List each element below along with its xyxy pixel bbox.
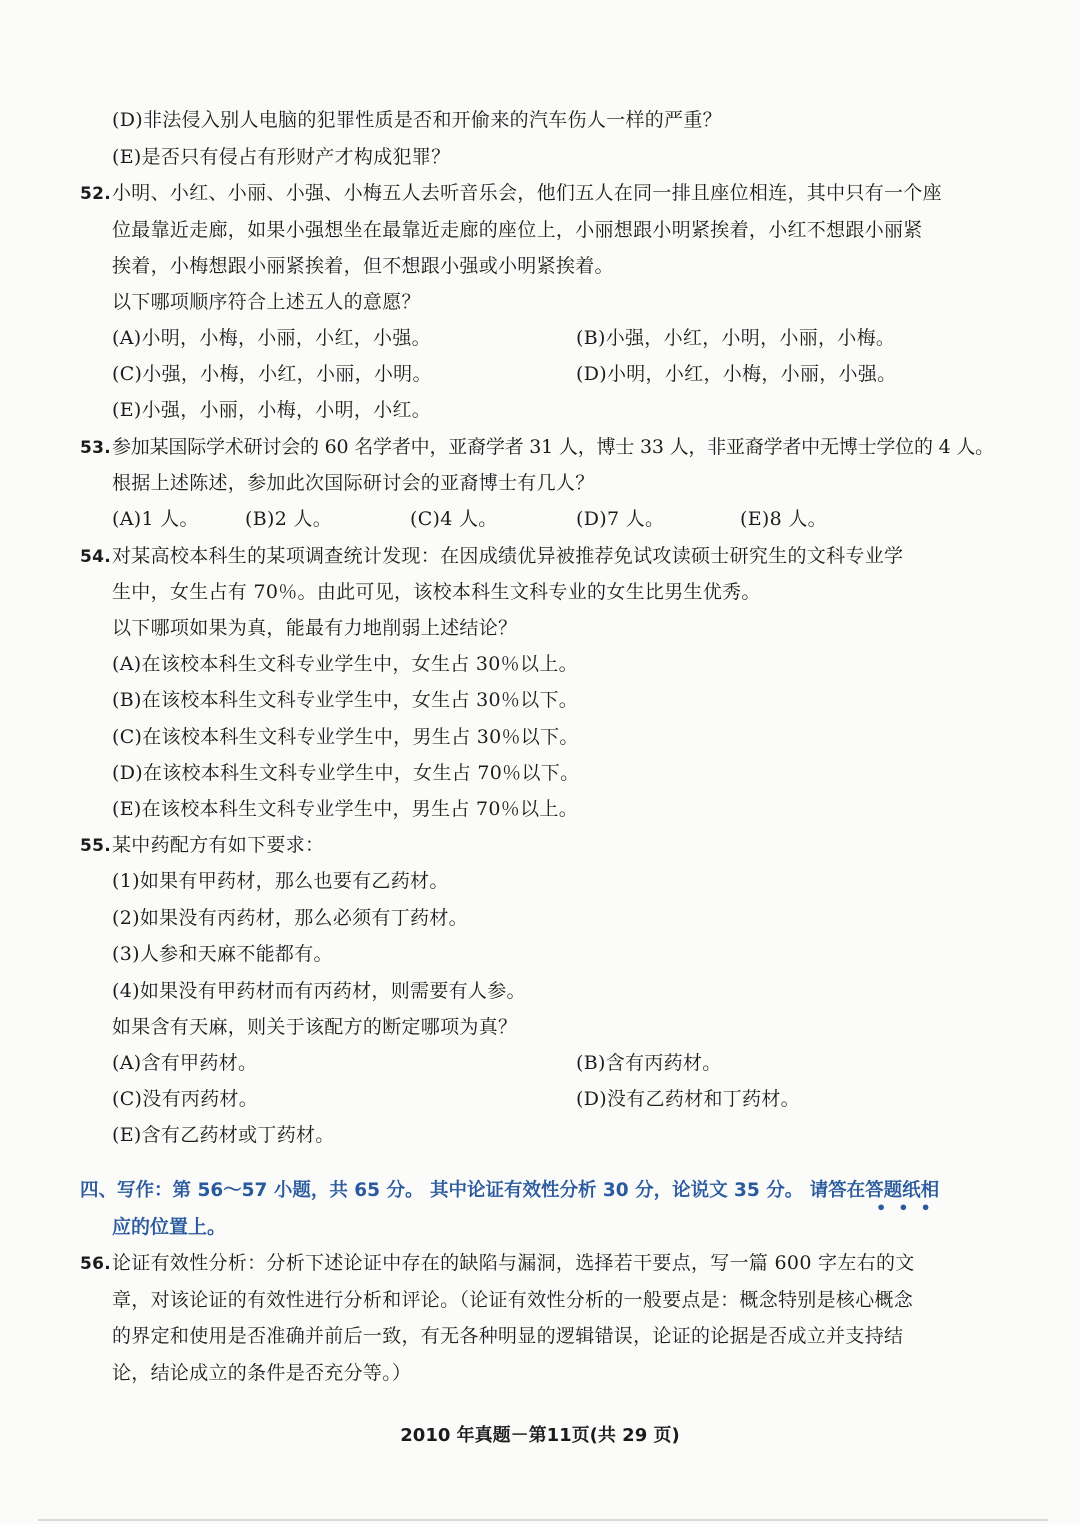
question-number-56: 56. (80, 1254, 112, 1274)
q52-option-b: (B)小强，小红，小明，小丽，小梅。 (576, 327, 896, 349)
q54-option-e: (E)在该校本科生文科专业学生中，男生占 70％以上。 (112, 798, 579, 820)
q53-option-b: (B)2 人。 (245, 508, 333, 530)
section-heading-writing-line-2: 应的位置上。 (112, 1216, 227, 1238)
question-number-52: 52. (80, 184, 112, 204)
q52-option-a: (A)小明，小梅，小丽，小红，小强。 (112, 327, 431, 349)
q52-question: 以下哪项顺序符合上述五人的意愿？ (112, 291, 421, 313)
q52-option-c: (C)小强，小梅，小红，小丽，小明。 (112, 363, 432, 385)
q55-option-a: (A)含有甲药材。 (112, 1052, 258, 1074)
q55-option-e: (E)含有乙药材或丁药材。 (112, 1124, 335, 1146)
q56-stem-line-1: 论证有效性分析：分析下述论证中存在的缺陷与漏洞，选择若干要点，写一篇 600 字左右的文 (112, 1252, 915, 1274)
question-number-54: 54. (80, 547, 112, 567)
q55-condition-1: (1)如果有甲药材，那么也要有乙药材。 (112, 870, 449, 892)
q55-option-b: (B)含有丙药材。 (576, 1052, 722, 1074)
q56-stem-line-4: 论，结论成立的条件是否充分等。） (112, 1362, 412, 1384)
q55-option-c: (C)没有丙药材。 (112, 1088, 259, 1110)
q53-option-d: (D)7 人。 (576, 508, 665, 530)
q53-option-e: (E)8 人。 (740, 508, 827, 530)
q55-condition-2: (2)如果没有丙药材，那么必须有丁药材。 (112, 907, 468, 929)
bottom-edge-line (38, 1519, 1048, 1521)
q55-stem-line-1: 某中药配方有如下要求： (112, 834, 325, 856)
question-number-55: 55. (80, 836, 112, 856)
q51-option-e: (E)是否只有侵占有形财产才构成犯罪？ (112, 146, 451, 168)
page-footer: 2010 年真题－第11页(共 29 页) (400, 1425, 680, 1446)
q56-stem-line-2: 章，对该论证的有效性进行分析和评论。（论证有效性分析的一般要点是：概念特别是核心概念 (112, 1289, 914, 1311)
q55-condition-4: (4)如果没有甲药材而有丙药材，则需要有人参。 (112, 980, 526, 1002)
emphasis-dots: ••• (876, 1198, 943, 1217)
q52-stem-line-3: 挨着，小梅想跟小丽紧挨着，但不想跟小强或小明紧挨着。 (112, 255, 614, 277)
q52-stem-line-2: 位最靠近走廊，如果小强想坐在最靠近走廊的座位上，小丽想跟小明紧挨着，小红不想跟小丽紧 (112, 219, 923, 241)
q55-condition-3: (3)人参和天麻不能都有。 (112, 943, 333, 965)
q54-option-a: (A)在该校本科生文科专业学生中，女生占 30％以上。 (112, 653, 578, 675)
question-number-53: 53. (80, 438, 112, 458)
q51-option-d: (D)非法侵入别人电脑的犯罪性质是否和开偷来的汽车伤人一样的严重？ (112, 109, 722, 131)
section-heading-writing: 四、写作：第 56～57 小题，共 65 分。 其中论证有效性分析 30 分，论说文 35 分。 请答在答题纸相 (80, 1180, 940, 1201)
q54-stem-line-1: 对某高校本科生的某项调查统计发现：在因成绩优异被推荐免试攻读硕士研究生的文科专业学 (112, 545, 904, 567)
q52-option-d: (D)小明，小红，小梅，小丽，小强。 (576, 363, 897, 385)
q53-option-a: (A)1 人。 (112, 508, 199, 530)
q56-stem-line-3: 的界定和使用是否准确并前后一致，有无各种明显的逻辑错误，论证的论据是否成立并支持结 (112, 1325, 904, 1347)
q54-option-b: (B)在该校本科生文科专业学生中，女生占 30％以下。 (112, 689, 579, 711)
q53-option-c: (C)4 人。 (410, 508, 498, 530)
q55-question: 如果含有天麻，则关于该配方的断定哪项为真？ (112, 1016, 518, 1038)
q53-question: 根据上述陈述，参加此次国际研讨会的亚裔博士有几人？ (112, 472, 595, 494)
q54-stem-line-2: 生中，女生占有 70％。由此可见，该校本科生文科专业的女生比男生优秀。 (112, 581, 761, 603)
q54-option-d: (D)在该校本科生文科专业学生中，女生占 70％以下。 (112, 762, 580, 784)
q54-option-c: (C)在该校本科生文科专业学生中，男生占 30％以下。 (112, 726, 579, 748)
q52-option-e: (E)小强，小丽，小梅，小明，小红。 (112, 399, 432, 421)
q52-stem-line-1: 小明、小红、小丽、小强、小梅五人去听音乐会，他们五人在同一排且座位相连，其中只有一个座 (112, 182, 942, 204)
q54-question: 以下哪项如果为真，能最有力地削弱上述结论？ (112, 617, 518, 639)
q53-stem-line-1: 参加某国际学术研讨会的 60 名学者中，亚裔学者 31 人，博士 33 人，非亚裔学者中无博士学位的 4 人。 (112, 436, 994, 458)
q55-option-d: (D)没有乙药材和丁药材。 (576, 1088, 800, 1110)
